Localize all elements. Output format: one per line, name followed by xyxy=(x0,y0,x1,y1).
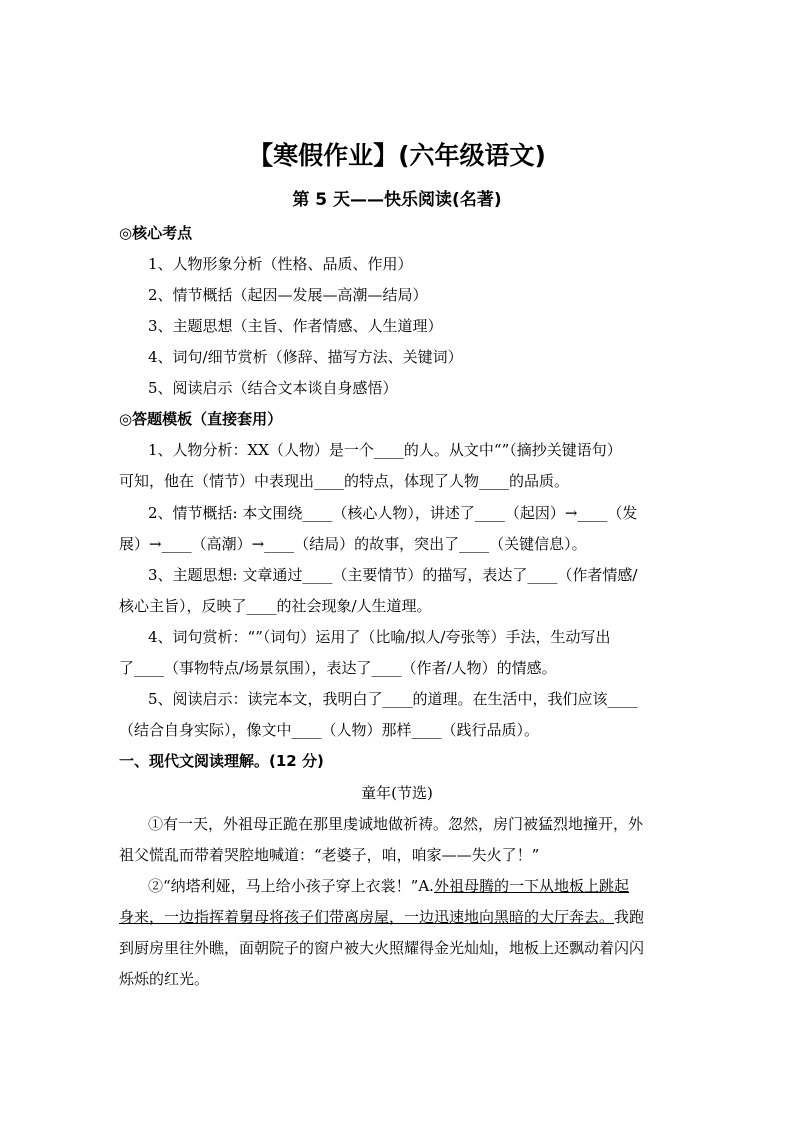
core-heading: ◎核心考点 xyxy=(119,224,193,242)
passage-line xyxy=(148,875,629,896)
underlined-sentence-a: 身来，一边指挥着舅母将孩子们带离房屋，一边迅速地向黑暗的大厅奔去。 xyxy=(119,908,615,926)
template-line: 了____（事物特点/场景氛围），表达了____（作者/人物）的情感。 xyxy=(119,659,557,677)
template-line: 3、主题思想: 文章通过____（主要情节）的描写，表达了____（作者情感/ xyxy=(148,566,638,584)
passage-line: 烁烁的红光。 xyxy=(119,970,210,988)
template-line: 可知，他在（情节）中表现出____的特点，体现了人物____的品质。 xyxy=(119,472,570,490)
template-line: 展）→____（高潮）→____（结局）的故事，突出了____（关键信息）。 xyxy=(119,535,587,553)
template-line: 5、阅读启示：读完本文，我明白了____的道理。在生活中，我们应该____ xyxy=(148,690,638,708)
core-item: 3、主题思想（主旨、作者情感、人生道理） xyxy=(148,317,443,335)
document-title: 【寒假作业】(六年级语文) xyxy=(248,141,546,170)
core-item: 1、人物形象分析（性格、品质、作用） xyxy=(148,255,413,273)
reading-heading: 一、现代文阅读理解。(12 分) xyxy=(119,752,324,770)
template-line: 核心主旨），反映了____的社会现象/人生道理。 xyxy=(119,597,432,615)
document-subtitle: 第 5 天——快乐阅读(名著) xyxy=(292,190,502,210)
template-line: 1、人物分析：XX（人物）是一个____的人。从文中“”（摘抄关键语句） xyxy=(148,441,622,459)
passage-line: 祖父慌乱而带着哭腔地喊道：“老婆子，咱，咱家——失火了！” xyxy=(119,846,540,864)
passage-line: 到厨房里往外瞧，面朝院子的窗户被大火照耀得金光灿灿，地板上还飘动着闪闪 xyxy=(119,939,645,957)
template-line: 4、词句赏析：“”（词句）运用了（比喻/拟人/夸张等）手法，生动写出 xyxy=(148,628,611,646)
template-line: 2、情节概括: 本文围绕____（核心人物），讲述了____（起因）→____（发 xyxy=(148,504,638,522)
passage-line: ①有一天，外祖母正跪在那里虔诚地做祈祷。忽然，房门被猛烈地撞开，外 xyxy=(148,815,644,833)
passage-text: ②“纳塔利娅，马上给小孩子穿上衣裳！”A. xyxy=(148,877,434,895)
passage-text: 我跑 xyxy=(614,908,645,926)
underlined-sentence-a: 外祖母腾的一下从地板上跳起 xyxy=(433,877,629,895)
core-item: 5、阅读启示（结合文本谈自身感悟） xyxy=(148,379,398,397)
template-line: （结合自身实际），像文中____（人物）那样____（践行品质）。 xyxy=(119,721,540,739)
template-heading: ◎答题模板（直接套用） xyxy=(119,410,283,428)
passage-title: 童年(节选) xyxy=(361,784,433,802)
core-item: 4、词句/细节赏析（修辞、描写方法、关键词） xyxy=(148,348,463,366)
core-item: 2、情节概括（起因—发展—高潮—结局） xyxy=(148,286,428,304)
passage-line xyxy=(119,906,644,927)
